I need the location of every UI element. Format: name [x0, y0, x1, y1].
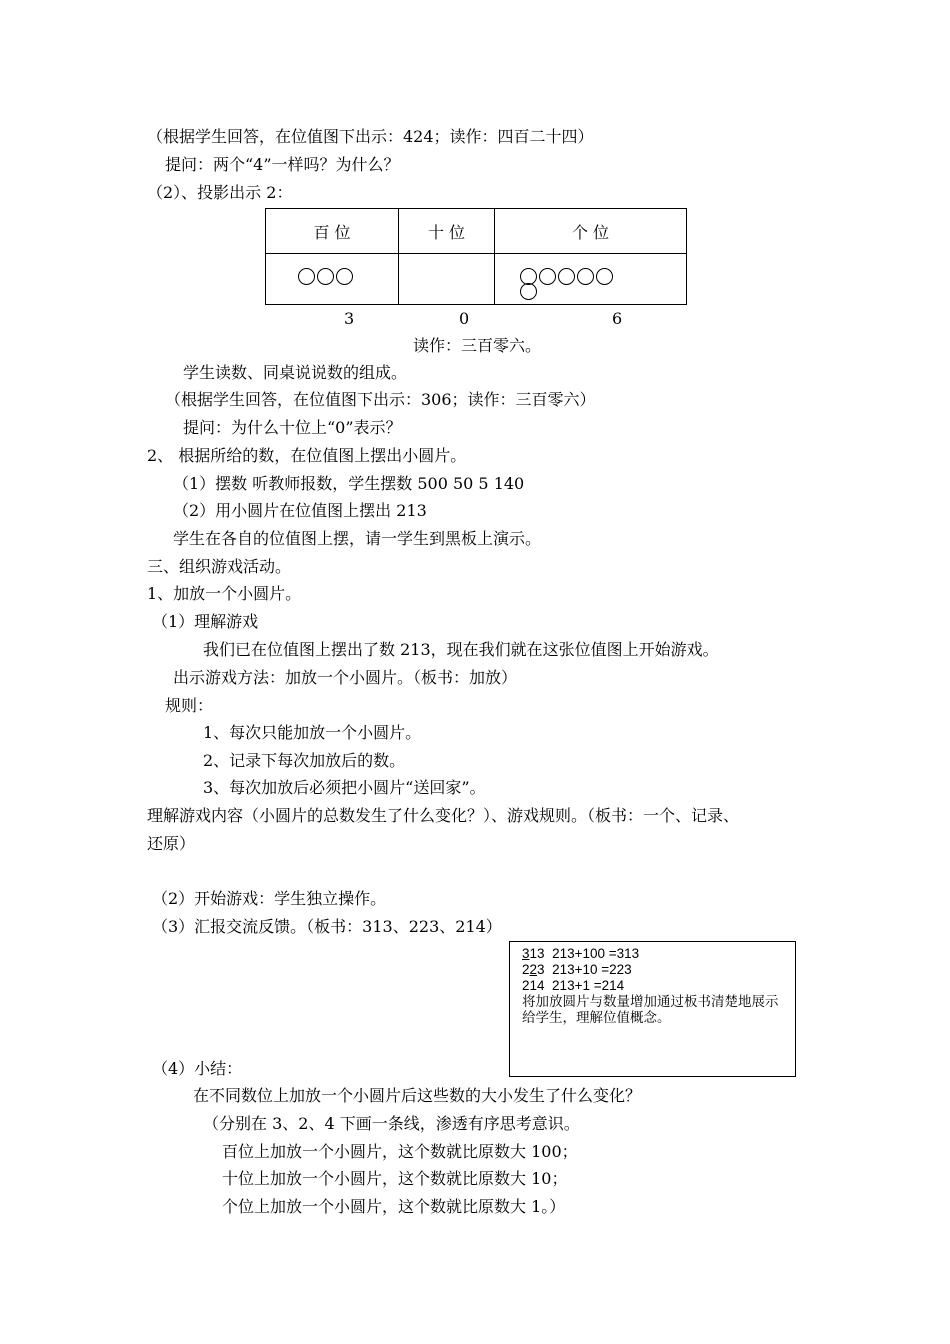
tens-header: 十 位 [399, 209, 495, 254]
text-line: 2、记录下每次加放后的数。 [203, 751, 406, 770]
ones-header: 个 位 [495, 209, 687, 254]
text-line: （3）汇报交流反馈。（板书：313、223、214） [152, 917, 502, 936]
text-line: 提问：两个“4”一样吗？为什么？ [165, 155, 400, 174]
note-row: 313 213+100 =313 [522, 946, 640, 961]
text-line: 学生读数、同桌说说数的组成。 [183, 363, 408, 382]
text-line: 1、每次只能加放一个小圆片。 [203, 723, 422, 742]
hundreds-digit: 3 [344, 309, 355, 328]
counter-circle [539, 268, 556, 285]
text-line: 百位上加放一个小圆片，这个数就比原数大 100； [222, 1142, 578, 1161]
text-line: （根据学生回答，在位值图下出示：424；读作：四百二十四） [147, 127, 594, 146]
ones-cell [495, 254, 687, 305]
text-line: 读作：三百零六。 [413, 336, 542, 355]
text-line: 出示游戏方法：加放一个小圆片。（板书：加放） [173, 668, 518, 687]
tens-cell [399, 254, 495, 305]
text-line: 还原） [147, 834, 196, 853]
note-text: 将加放圆片与数量增加通过板书清楚地展示给学生，理解位值概念。 [522, 994, 779, 1025]
counter-circle [558, 268, 575, 285]
hundreds-header: 百 位 [266, 209, 399, 254]
note-row: 223 213+10 =223 [522, 962, 632, 977]
text-line: 在不同数位上加放一个小圆片后这些数的大小发生了什么变化？ [193, 1086, 642, 1105]
text-line: （4）小结： [152, 1059, 243, 1078]
text-line: （2）、投影出示 2： [147, 183, 293, 202]
counter-circle [577, 268, 594, 285]
tens-digit: 0 [459, 309, 470, 328]
text-line: 三、组织游戏活动。 [147, 557, 292, 576]
text-line: （1）理解游戏 [152, 612, 259, 631]
counter-circle [298, 268, 315, 285]
text-line: 1、加放一个小圆片。 [147, 584, 302, 603]
counter-circle [520, 283, 537, 300]
hundreds-cell [266, 254, 399, 305]
text-line: 提问：为什么十位上“0”表示？ [183, 418, 402, 437]
place-value-table [265, 208, 687, 305]
counter-circle [596, 268, 613, 285]
text-line: 学生在各自的位值图上摆，请一学生到黑板上演示。 [173, 529, 542, 548]
text-line: （1）摆数 听教师报数，学生摆数 500 50 5 140 [173, 474, 525, 493]
text-line: 理解游戏内容（小圆片的总数发生了什么变化？）、游戏规则。（板书：一个、记录、 [147, 806, 740, 825]
note-row: 214 213+1 =214 [522, 978, 625, 993]
text-line: 3、每次加放后必须把小圆片“送回家”。 [203, 778, 486, 797]
text-line: 2、 根据所给的数，在位值图上摆出小圆片。 [147, 446, 467, 465]
text-line: （根据学生回答，在位值图下出示：306；读作：三百零六） [165, 390, 596, 409]
board-notes-box [509, 941, 796, 1077]
ones-digit: 6 [612, 309, 623, 328]
text-line: （2）开始游戏：学生独立操作。 [152, 889, 387, 908]
text-line: （分别在 3、2、4 下画一条线，渗透有序思考意识。 [203, 1114, 580, 1133]
counter-circle [336, 268, 353, 285]
text-line: 十位上加放一个小圆片，这个数就比原数大 10； [222, 1169, 568, 1188]
text-line: 个位上加放一个小圆片，这个数就比原数大 1。） [222, 1197, 566, 1216]
text-line: （2）用小圆片在位值图上摆出 213 [173, 501, 427, 520]
text-line: 规则： [165, 696, 214, 715]
text-line: 我们已在位值图上摆出了数 213，现在我们就在这张位值图上开始游戏。 [203, 640, 719, 659]
counter-circle [317, 268, 334, 285]
